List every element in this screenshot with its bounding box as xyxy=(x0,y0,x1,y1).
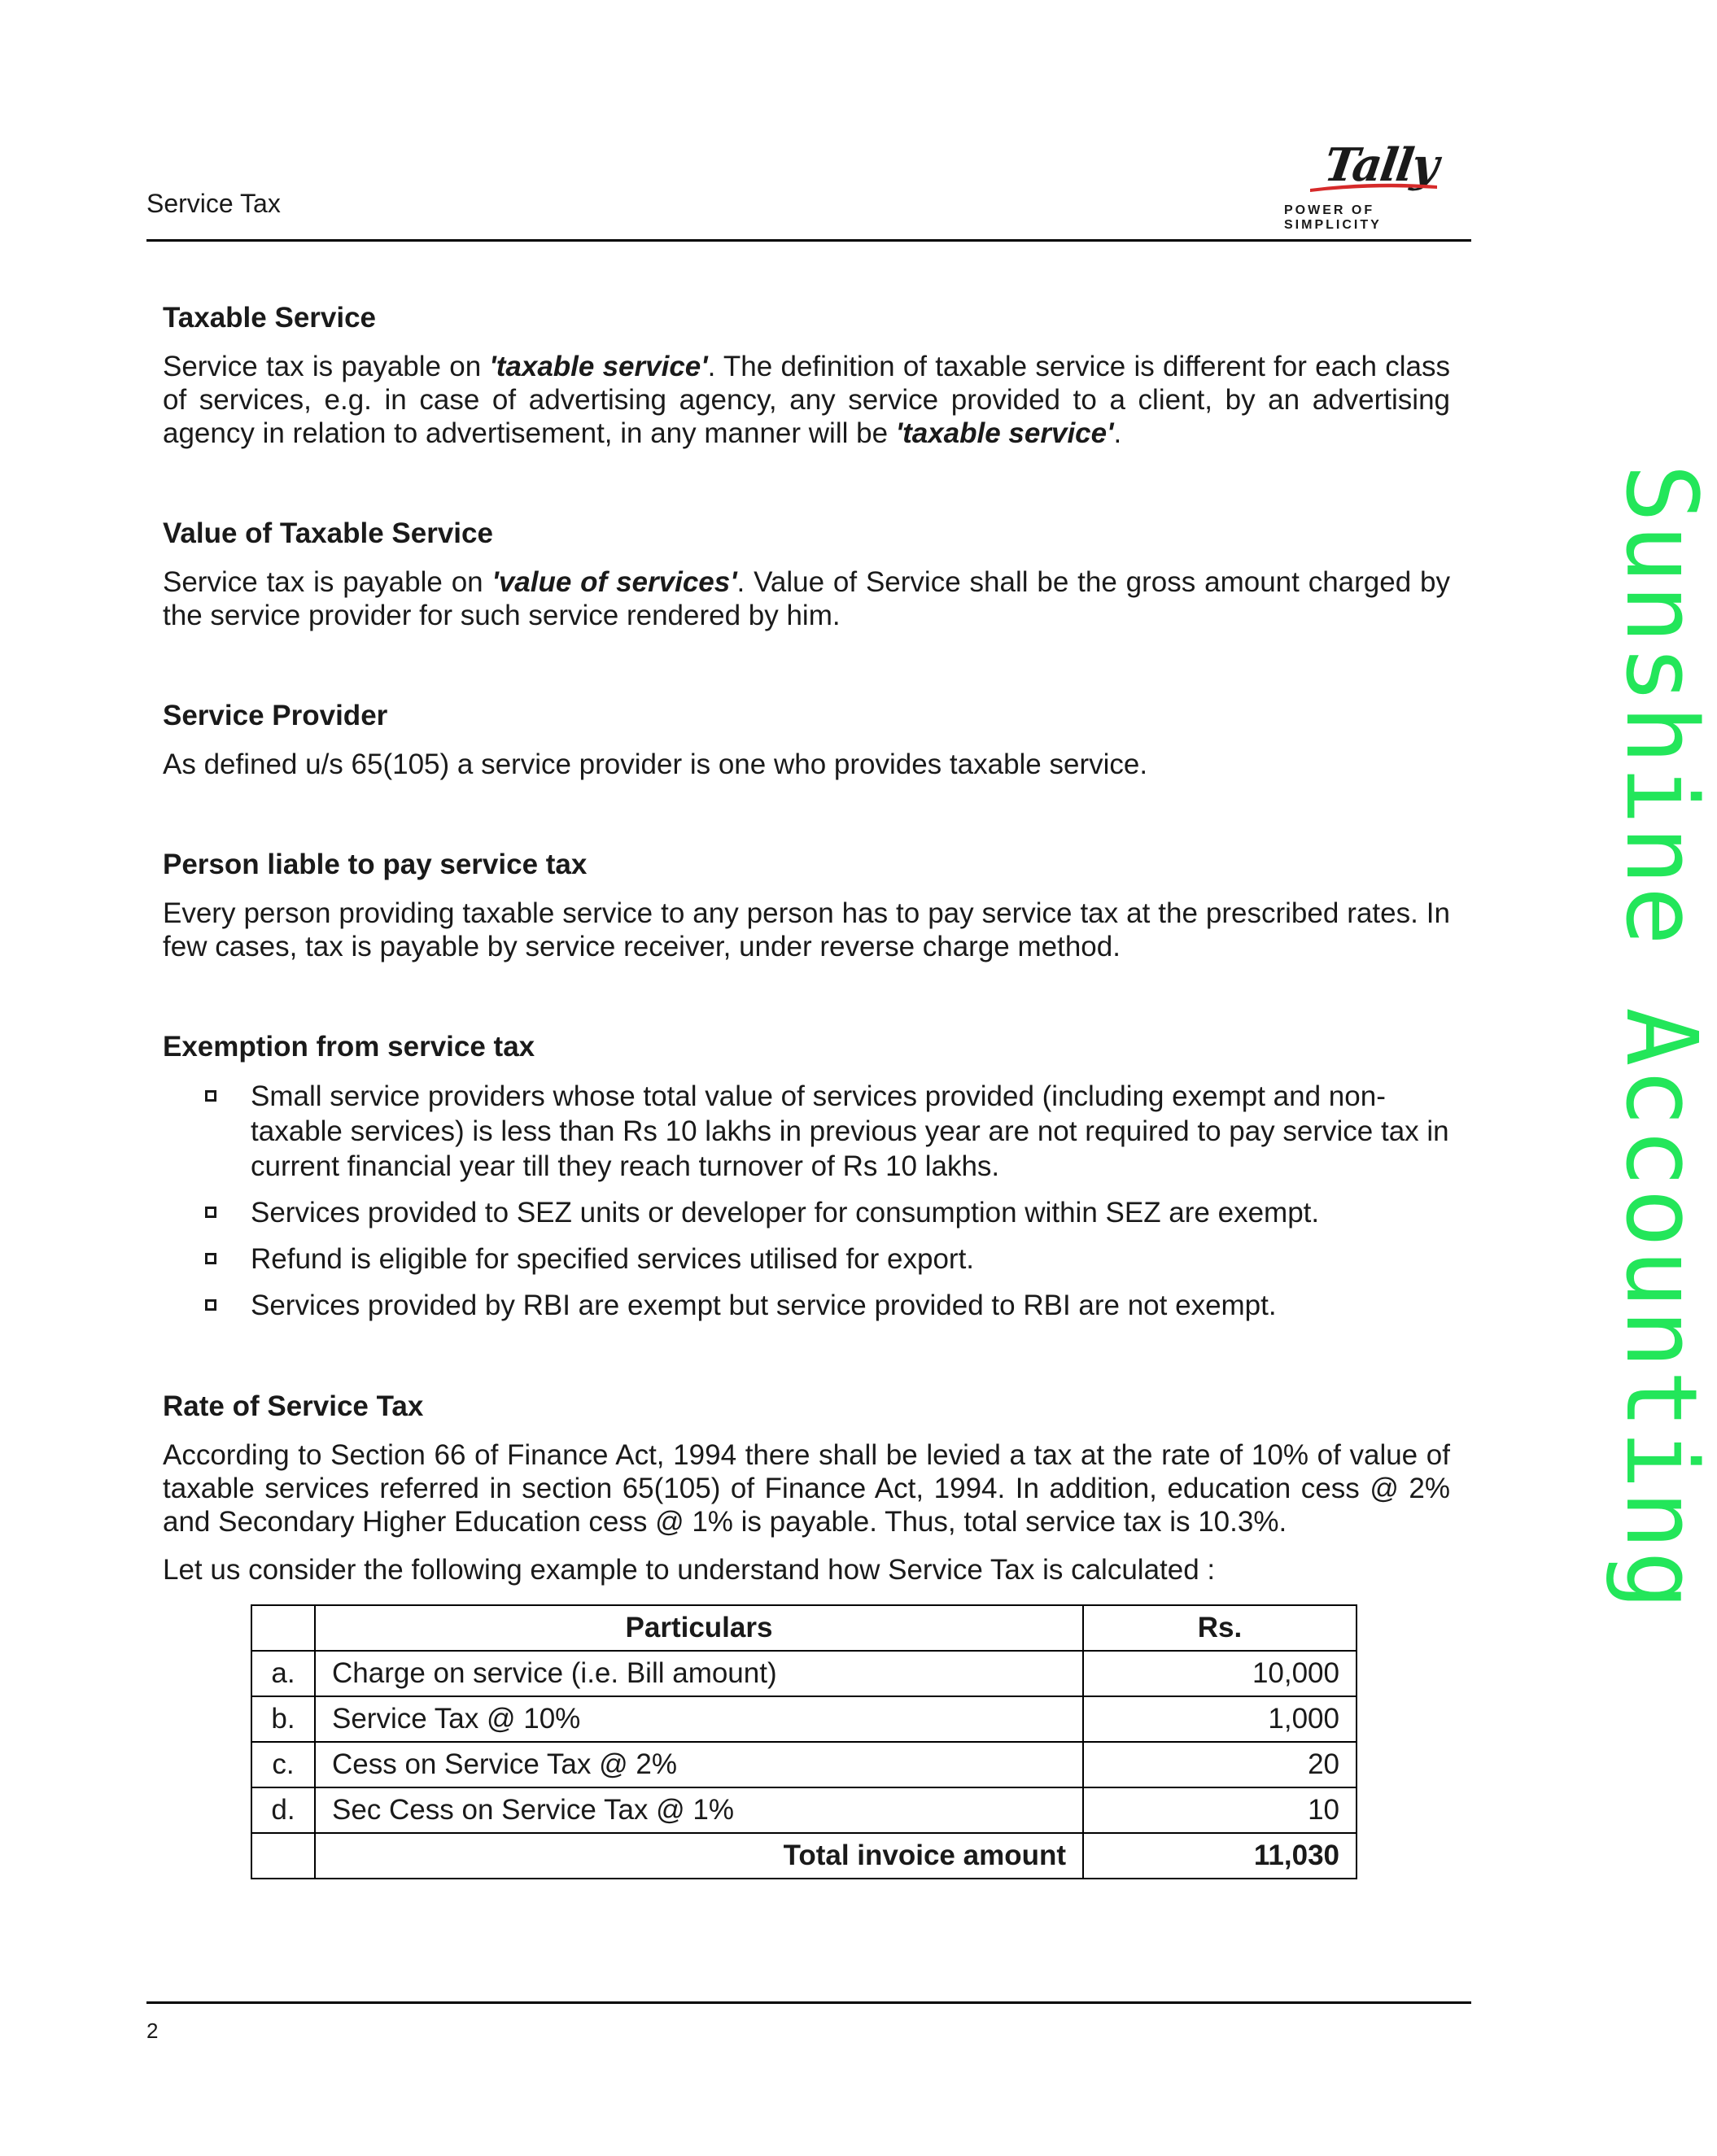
table-cell: b. xyxy=(251,1696,315,1742)
section-taxable-service xyxy=(163,301,1450,450)
table-cell: 1,000 xyxy=(1083,1696,1357,1742)
document-body xyxy=(163,301,1450,1946)
section-heading: Rate of Service Tax xyxy=(163,1390,424,1422)
logo-swoosh-icon xyxy=(1309,177,1439,194)
table-cell: c. xyxy=(251,1742,315,1787)
section-paragraph: According to Section 66 of Finance Act, 1994 there shall be levied a tax at the rate of 10% of value of taxable services referred in section 65(105) of Finance Act, 1994. In addition, education cess @ 2% and Secondary Higher Education cess @ 1% is payable. Thus, total service tax is 10.3%. xyxy=(163,1439,1450,1538)
total-value: 11,030 xyxy=(1083,1833,1357,1879)
section-person-liable xyxy=(163,848,1450,963)
page-footer xyxy=(146,2001,1471,2044)
logo-wordmark: Tally xyxy=(1321,138,1441,192)
header-title: Service Tax xyxy=(146,189,281,218)
table-cell: d. xyxy=(251,1787,315,1833)
section-rate-of-service-tax xyxy=(163,1390,1450,1879)
section-heading: Person liable to pay service tax xyxy=(163,849,588,880)
table-row xyxy=(251,1787,1357,1833)
list-item: Small service providers whose total value of services provided (including exempt and non-taxable services) is less than Rs 10 lakhs in previous year are not required to pay service tax in current financial year till they reach turnover of Rs 10 lakhs. xyxy=(251,1080,1449,1182)
table-row xyxy=(251,1651,1357,1696)
section-heading: Taxable Service xyxy=(163,302,377,334)
section-paragraph: Service tax is payable on 'taxable service'. The definition of taxable service is different for each class of services, e.g. in case of advertising agency, any service provided to a client, by an advertising agency in relation to advertisement, in any manner will be 'taxable service'. xyxy=(163,351,1450,449)
section-value-of-taxable-service xyxy=(163,517,1450,632)
table-cell: 10 xyxy=(1083,1787,1357,1833)
list-item: Services provided by RBI are exempt but service provided to RBI are not exempt. xyxy=(251,1288,1450,1323)
table-header-cell: Particulars xyxy=(315,1605,1083,1651)
page-number: 2 xyxy=(146,2019,159,2043)
table-row xyxy=(251,1742,1357,1787)
table-cell xyxy=(251,1833,315,1879)
emphasis-term: 'taxable service' xyxy=(489,351,708,382)
page-header xyxy=(146,138,1471,242)
section-exemption xyxy=(163,1030,1450,1323)
table-cell: a. xyxy=(251,1651,315,1696)
section-heading: Service Provider xyxy=(163,700,388,731)
list-item: Refund is eligible for specified services utilised for export. xyxy=(251,1242,1450,1277)
table-total-row xyxy=(251,1833,1357,1879)
table-cell: Service Tax @ 10% xyxy=(315,1696,1083,1742)
table-cell: 20 xyxy=(1083,1742,1357,1787)
table-header-cell: Rs. xyxy=(1083,1605,1357,1651)
section-service-provider xyxy=(163,699,1450,781)
section-paragraph: Service tax is payable on 'value of services'. Value of Service shall be the gross amount charged by the service provider for such service rendered by him. xyxy=(163,566,1451,631)
table-cell: Charge on service (i.e. Bill amount) xyxy=(315,1651,1083,1696)
watermark-text: Sunshine Accounting xyxy=(1604,464,1717,1612)
emphasis-term: 'value of services' xyxy=(492,566,737,598)
total-label: Total invoice amount xyxy=(315,1833,1083,1879)
exemption-list xyxy=(163,1079,1450,1323)
table-header-row xyxy=(251,1605,1357,1651)
list-item: Services provided to SEZ units or developer for consumption within SEZ are exempt. xyxy=(251,1195,1450,1230)
service-tax-calculation-table xyxy=(251,1604,1357,1879)
table-cell: Cess on Service Tax @ 2% xyxy=(315,1742,1083,1787)
section-paragraph: Let us consider the following example to understand how Service Tax is calculated : xyxy=(163,1554,1216,1586)
table-cell: 10,000 xyxy=(1083,1651,1357,1696)
tally-logo xyxy=(1284,138,1471,232)
table-row xyxy=(251,1696,1357,1742)
section-heading: Value of Taxable Service xyxy=(163,517,493,549)
table-header-cell xyxy=(251,1605,315,1651)
section-paragraph: As defined u/s 65(105) a service provider is one who provides taxable service. xyxy=(163,748,1148,780)
emphasis-term: 'taxable service' xyxy=(895,417,1114,449)
header-rule xyxy=(146,239,1471,242)
section-heading: Exemption from service tax xyxy=(163,1031,535,1063)
table-cell: Sec Cess on Service Tax @ 1% xyxy=(315,1787,1083,1833)
section-paragraph: Every person providing taxable service to any person has to pay service tax at the prescribed rates. In few cases, tax is payable by service receiver, under reverse charge method. xyxy=(163,897,1450,962)
footer-rule xyxy=(146,2001,1471,2004)
logo-tagline: POWER OF SIMPLICITY xyxy=(1284,203,1382,232)
